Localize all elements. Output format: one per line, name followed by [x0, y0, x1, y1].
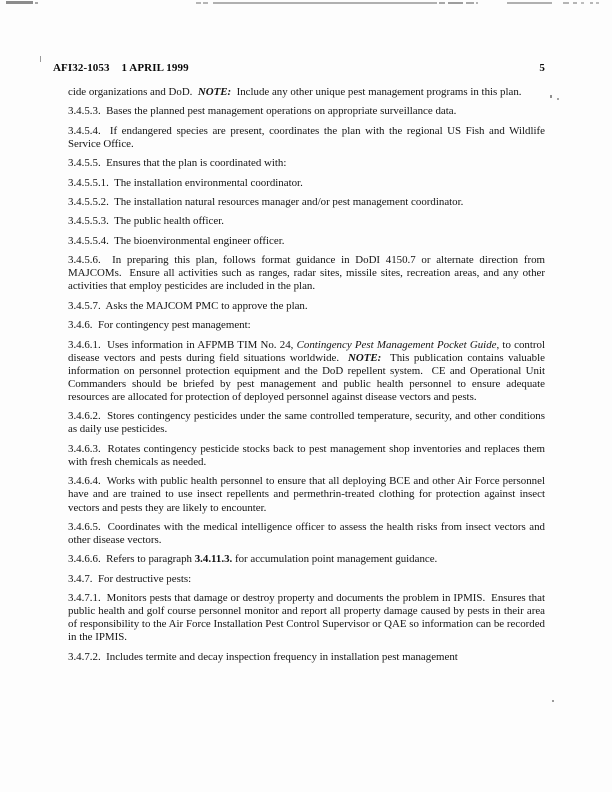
para-3.4.7 [68, 573, 545, 586]
page-number: 5 [539, 62, 545, 74]
scan-dash-artifact [563, 2, 569, 4]
page-header [53, 61, 545, 75]
scan-dash-artifact [203, 2, 208, 4]
doc-id: AFI32-1053 [53, 62, 110, 74]
text-run: Include any other unique pest management programs in this plan. [231, 86, 522, 98]
scan-dash-artifact [581, 2, 584, 4]
scan-dash-artifact [35, 2, 38, 4]
scan-dash-artifact [6, 1, 33, 4]
scan-dash-artifact [466, 2, 474, 4]
scan-dash-artifact [557, 98, 559, 100]
para-3.4.5.5.3 [68, 215, 545, 228]
scan-dash-artifact [196, 2, 201, 4]
text-run: 3.4.5.5. Ensures that the plan is coordinated with: [68, 157, 287, 170]
text-run: NOTE: [197, 86, 232, 98]
para-3.4.5.5.1 [68, 177, 545, 190]
scan-dash-artifact [448, 2, 463, 4]
para-3.4.5.6 [68, 254, 545, 293]
para-3.4.6.1 [68, 339, 545, 404]
scan-dash-artifact [213, 2, 437, 4]
text-run: , to control disease vectors and pests during field situations worldwide. [68, 338, 545, 364]
document-body [68, 86, 545, 670]
scan-dash-artifact [507, 2, 552, 4]
text-run: cide organizations and DoD. [68, 86, 198, 98]
text-run: 3.4.5.5.4. The bioenvironmental engineer officer. [68, 234, 285, 247]
para-3.4.7.2 [68, 651, 545, 664]
text-run: 3.4.6. For contingency pest management: [68, 319, 251, 332]
para-3.4.5.4 [68, 125, 545, 151]
text-run: 3.4.5.5.3. The public health officer. [68, 215, 224, 228]
scan-dash-artifact [40, 56, 41, 62]
para-3.4.5.5.2 [68, 196, 545, 209]
text-run: 3.4.5.4. If endangered species are present, coordinates the plan with the regional US Fish and Wildlife Service Office. [68, 124, 545, 150]
para-3.4.5.5.4 [68, 235, 545, 248]
text-run: 3.4.6.4. Works with public health personnel to ensure that all deploying BCE and other Air Force personnel have and are trained to use insect repellents and permethrin-treated clothing for protection against insect vectors and pests they are likely to encounter. [68, 475, 545, 514]
text-run: 3.4.6.3. Rotates contingency pesticide stocks back to pest management shop inventories and replaces them with fresh chemicals as needed. [68, 442, 545, 468]
text-run: 3.4.7.2. Includes termite and decay inspection frequency in installation pest management [68, 650, 458, 663]
para-3.4.6.3 [68, 443, 545, 469]
scan-dash-artifact [590, 2, 593, 4]
text-run: 3.4.11.3. [194, 553, 233, 566]
scan-dash-artifact [476, 2, 478, 4]
scan-dash-artifact [573, 2, 577, 4]
para-3.4.6.6 [68, 553, 545, 566]
text-run: Contingency Pest Management Pocket Guide [296, 338, 497, 351]
scan-dash-artifact [439, 2, 445, 4]
text-run: 3.4.6.1. Uses information in AFPMB TIM No. 24, [68, 338, 297, 351]
para-continuation [68, 86, 545, 99]
text-run: 3.4.6.5. Coordinates with the medical intelligence officer to assess the health risks from insect vectors and other disease vectors. [68, 520, 545, 546]
scan-dash-artifact [596, 2, 599, 4]
header-title [53, 61, 189, 75]
text-run: 3.4.7.1. Monitors pests that damage or destroy property and documents the problem in IPMIS. Ensures that public health and golf course personnel monitor and report all property damage caused by pests in their area of responsibility to the Air Force Installation Pest Control Supervisor or QAE so information can be recorded in the IPMIS. [68, 592, 545, 644]
text-run: This publication contains valuable information on personnel protection equipment and the DoD repellent system. CE and Operational Unit Commanders should be briefed by pest management and public health personnel to ensure adequate resources are allocated for protection of deployed personnel against disease vectors and pests. [68, 351, 545, 403]
text-run: 3.4.6.6. Refers to paragraph [68, 553, 195, 566]
text-run: 3.4.5.5.2. The installation natural resources manager and/or pest management coordinator. [68, 196, 464, 209]
text-run: 3.4.6.2. Stores contingency pesticides under the same controlled temperature, security, and other conditions as daily use pesticides. [68, 410, 545, 436]
text-run: 3.4.5.6. In preparing this plan, follows format guidance in DoDI 4150.7 or alternate direction from MAJCOMs. Ensure all activities such as ranges, radar sites, missile sites, recreation areas, and any other activities that employ pesticides are included in the plan. [68, 254, 545, 293]
para-3.4.5.5 [68, 157, 545, 170]
para-3.4.6.4 [68, 475, 545, 514]
para-3.4.5.7 [68, 300, 545, 313]
para-3.4.6.5 [68, 521, 545, 547]
text-run: NOTE: [348, 351, 382, 364]
para-3.4.6.2 [68, 410, 545, 436]
scan-dash-artifact [552, 700, 554, 702]
doc-date: 1 APRIL 1999 [121, 62, 189, 74]
para-3.4.7.1 [68, 592, 545, 644]
text-run: 3.4.5.5.1. The installation environmental coordinator. [68, 176, 303, 189]
text-run: 3.4.5.7. Asks the MAJCOM PMC to approve the plan. [68, 299, 308, 312]
scan-dash-artifact [550, 95, 552, 98]
text-run: 3.4.7. For destructive pests: [68, 572, 192, 585]
para-3.4.5.3 [68, 105, 545, 118]
text-run: 3.4.5.3. Bases the planned pest management operations on appropriate surveillance data. [68, 105, 457, 118]
text-run: for accumulation point management guidance. [232, 553, 438, 566]
para-3.4.6 [68, 319, 545, 332]
